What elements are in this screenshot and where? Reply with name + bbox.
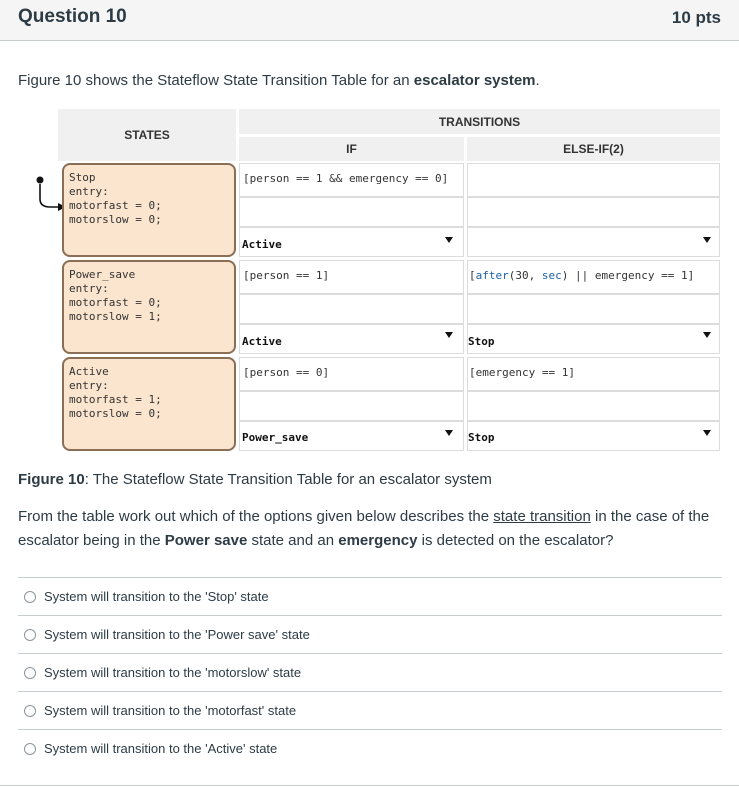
answer-option[interactable] — [18, 729, 722, 767]
row1-if-destination: Active — [242, 238, 282, 251]
row3-else-dest-cell[interactable] — [467, 421, 720, 451]
state-stop[interactable]: Stop entry: motorfast = 0; motorslow = 0; — [62, 163, 236, 257]
row3-else-destination: Stop — [468, 431, 495, 444]
prompt-part4: is detected on the escalator? — [417, 532, 614, 549]
row2-else-condition — [469, 269, 694, 282]
figure-caption — [18, 471, 492, 488]
answer-option[interactable] — [18, 577, 722, 615]
row1-if-condition: [person == 1 && emergency == 0] — [243, 172, 449, 185]
state-power-save[interactable]: Power_save entry: motorfast = 0; motorslow = 1; — [62, 260, 236, 354]
elseif-header: ELSE-IF(2) — [467, 137, 720, 161]
intro-prefix: Figure 10 shows the Stateflow State Transition Table for an — [18, 72, 414, 89]
prompt-bold2: emergency — [338, 532, 418, 549]
row3-else-action-cell — [467, 391, 720, 421]
answer-label[interactable]: System will transition to the 'Power save' state — [44, 627, 310, 642]
caption-bold: Figure 10 — [18, 471, 85, 488]
row2-if-condition: [person == 1] — [243, 269, 330, 282]
row1-else-dropdown-icon[interactable] — [703, 237, 711, 243]
row1-else-dest-cell[interactable] — [467, 227, 720, 257]
radio-button[interactable] — [24, 705, 36, 717]
row3-else-dropdown-icon[interactable] — [703, 430, 711, 436]
question-header — [0, 0, 739, 41]
row2-else-destination: Stop — [468, 335, 495, 348]
prompt-part1: From the table work out which of the options given below describes the — [18, 508, 494, 525]
radio-button[interactable] — [24, 629, 36, 641]
radio-button[interactable] — [24, 667, 36, 679]
answer-option[interactable] — [18, 615, 722, 653]
answer-label[interactable]: System will transition to the 'motorslow' state — [44, 665, 302, 680]
question-prompt — [18, 505, 723, 553]
answer-label[interactable]: System will transition to the 'motorfast' state — [44, 703, 297, 718]
row2-else-dropdown-icon[interactable] — [703, 332, 711, 338]
row3-if-destination: Power_save — [242, 431, 309, 444]
state-transition-table — [58, 109, 720, 454]
row2-if-destination: Active — [242, 335, 282, 348]
prompt-part3: state and an — [247, 532, 339, 549]
row1-else-cond-cell[interactable] — [467, 163, 720, 197]
intro-text — [18, 72, 540, 89]
answer-label[interactable]: System will transition to the 'Active' state — [44, 741, 278, 756]
states-header: STATES — [58, 109, 236, 161]
prompt-bold1: Power save — [164, 532, 248, 549]
answer-label[interactable]: System will transition to the 'Stop' state — [44, 589, 269, 604]
answer-list — [18, 577, 722, 767]
row1-else-action-cell — [467, 197, 720, 227]
row3-if-condition: [person == 0] — [243, 366, 330, 379]
row2-else-cond-sec-keyword: sec — [541, 269, 562, 282]
prompt-underlined: state transition — [493, 508, 591, 525]
bottom-divider — [0, 785, 739, 786]
question-points: 10 pts — [671, 8, 721, 27]
state-active[interactable]: Active entry: motorfast = 1; motorslow = 0; — [62, 357, 236, 451]
row2-else-cond-open: [ — [469, 269, 476, 282]
answer-option[interactable] — [18, 653, 722, 691]
row2-if-dropdown-icon[interactable] — [445, 332, 453, 338]
if-header: IF — [239, 137, 464, 161]
prompt-part2: in the case of the escalator being in the — [18, 508, 710, 549]
intro-suffix: . — [535, 72, 540, 89]
row2-if-action-cell — [239, 294, 464, 324]
row2-else-cond-close: ) || emergency == 1] — [561, 269, 695, 282]
row1-if-dropdown-icon[interactable] — [445, 237, 453, 243]
caption-text: : The Stateflow State Transition Table for an escalator system — [84, 471, 492, 488]
row3-if-dropdown-icon[interactable] — [445, 430, 453, 436]
transitions-header: TRANSITIONS — [239, 109, 720, 134]
row2-else-cond-after-keyword: after — [475, 269, 509, 282]
row2-else-cond-arg: (30, — [508, 269, 542, 282]
intro-bold: escalator system — [413, 72, 536, 89]
row2-else-action-cell — [467, 294, 720, 324]
radio-button[interactable] — [24, 743, 36, 755]
row1-if-action-cell — [239, 197, 464, 227]
row2-else-dest-cell[interactable] — [467, 324, 720, 354]
radio-button[interactable] — [24, 591, 36, 603]
row3-if-action-cell — [239, 391, 464, 421]
question-title: Question 10 — [18, 6, 127, 27]
row3-else-condition: [emergency == 1] — [469, 366, 575, 379]
answer-option[interactable] — [18, 691, 722, 729]
